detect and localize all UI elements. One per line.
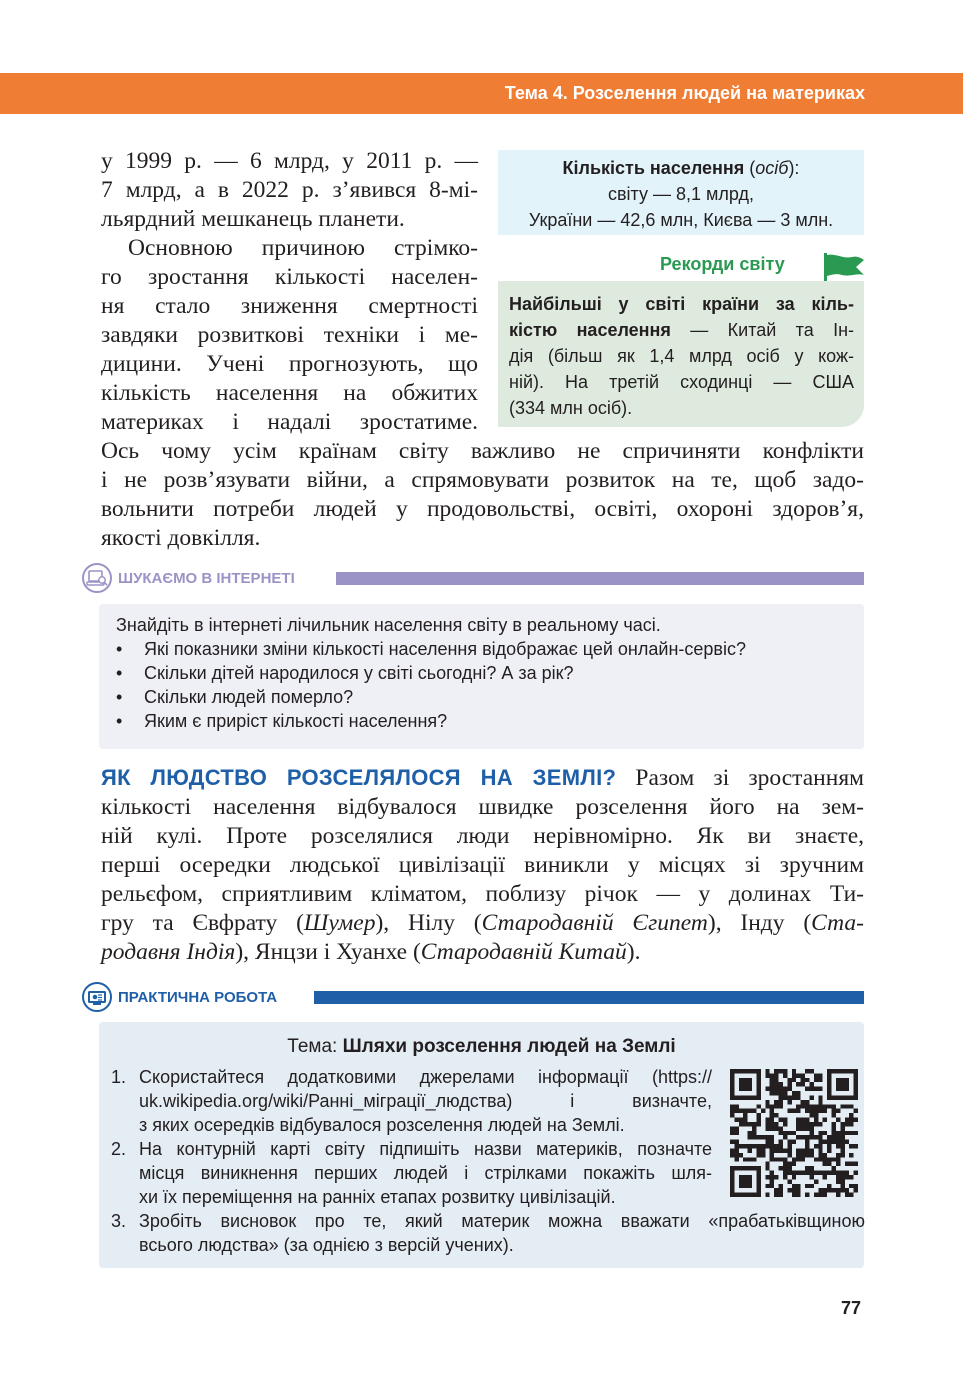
text-line: uk.wikipedia.org/wiki/Ранні_міграції_людства) і визначте, — [139, 1091, 712, 1111]
list-item: • Скільки дітей народилося у світі сьогодні? А за рік? — [116, 661, 746, 685]
population-world: світу — 8,1 млрд, — [607, 184, 754, 204]
text-line: Зробіть висновок про те, який материк можна вважати «прабатьківщиною — [139, 1211, 865, 1231]
text-line: 7 млрд, а в 2022 р. з’явився 8-мі- — [101, 177, 478, 203]
topic-label: Тема: — [287, 1036, 343, 1057]
population-title: Кількість населення — [562, 158, 745, 178]
step-text — [139, 1137, 712, 1209]
text-line: На контурній карті світу підпишіть назви материків, позначте — [139, 1139, 712, 1159]
step-text — [139, 1065, 712, 1137]
text-line: го зростання кількості населен- — [101, 264, 478, 290]
search-section-title: ШУКАЄМО В ІНТЕРНЕТІ — [118, 570, 295, 587]
text-line: материках і надалі зростатиме. — [101, 409, 478, 435]
text-line: і не розв’язувати війни, а спрямовувати розвиток на те, щоб задо- — [101, 467, 864, 493]
population-unit: осіб — [755, 158, 789, 178]
records-line: ній). На третій сходинці — США — [509, 372, 854, 392]
page-number: 77 — [840, 1298, 861, 1318]
list-item: • Які показники зміни кількості населення відображає цей онлайн-сервіс? — [116, 637, 746, 661]
population-title-row — [498, 155, 864, 181]
records-bold: Найбільші у світі країни за кіль- — [509, 294, 854, 314]
list-item: • Яким є приріст кількості населення? — [116, 709, 746, 733]
text-line — [101, 763, 864, 793]
practical-work-icon — [82, 982, 112, 1012]
text-line: перші осередки людської цивілізації виникли у місцях зі зручним — [101, 852, 864, 878]
practical-section-title: ПРАКТИЧНА РОБОТА — [118, 989, 278, 1006]
text-line: льярдний мешканець планети. — [101, 206, 405, 232]
search-section-bar — [336, 572, 864, 585]
text-part: ), Янцзи і Хуанхе ( — [235, 939, 421, 965]
settlement-heading: ЯК ЛЮДСТВО РОЗСЕЛЯЛОСЯ НА ЗЕМЛІ? — [101, 765, 617, 790]
text-part: ), Інду ( — [707, 910, 812, 936]
text-line: дицини. Учені прогнозують, що — [101, 351, 478, 377]
search-section-header — [82, 563, 864, 597]
text-line: завдяки розвиткові техніки і ме- — [101, 322, 478, 348]
text-line: у 1999 р. — 6 млрд, у 2011 р. — — [101, 148, 478, 174]
search-task-box — [99, 604, 864, 749]
civilization-name: родавня Індія — [101, 939, 236, 965]
list-item — [99, 1209, 865, 1257]
records-text — [509, 291, 854, 421]
text-line: з яких осередків відбувалося розселення людей на Землі. — [139, 1115, 625, 1135]
text-line: ня стало зниження смертності — [101, 293, 478, 319]
records-bold: кістю населення — [509, 320, 671, 340]
step-text — [139, 1209, 865, 1257]
text-line: кількість населення на обжитих — [101, 380, 478, 406]
text-line: всього людства» (за однією з версій учених). — [139, 1235, 514, 1255]
step-number: 2. — [111, 1139, 127, 1159]
text-line — [101, 909, 864, 938]
text-line: хи їх переміщення на ранніх етапах розвитку цивілізацій. — [139, 1187, 616, 1207]
topic-title: Шляхи розселення людей на Землі — [342, 1036, 676, 1057]
settlement-paragraph — [101, 763, 864, 967]
population-facts-box — [498, 150, 864, 235]
text-part: гру та Євфрату ( — [101, 910, 304, 936]
text-line: рельєфом, сприятливим кліматом, поблизу річок — у долинах Ти- — [101, 881, 864, 907]
chapter-header — [0, 73, 963, 114]
text-line: кількості населення відбувалося швидке розселення його на зем- — [101, 794, 864, 820]
list-item: • Скільки людей померло? — [116, 685, 746, 709]
text-line: Основною причиною стрімко- — [128, 235, 478, 261]
internet-search-icon — [82, 563, 112, 593]
records-normal: — Китай та Ін- — [670, 320, 855, 340]
chapter-title: Тема 4. Розселення людей на материках — [504, 83, 865, 103]
text-part: ). — [626, 939, 641, 965]
text-line: Ось чому усім країнам світу важливо не спричиняти конфлікти — [101, 438, 864, 464]
civilization-name: Стародавній Китай — [420, 939, 627, 965]
text-line: Скористайтеся додатковими джерелами інформації (https:// — [139, 1067, 712, 1087]
civilization-name: Шумер — [303, 910, 376, 936]
records-box — [498, 281, 864, 427]
step-number: 3. — [111, 1211, 127, 1231]
paren-close: ): — [788, 158, 800, 178]
practical-section-header — [82, 982, 864, 1016]
step-number: 1. — [111, 1067, 127, 1087]
records-title: Рекорди світу — [660, 254, 785, 274]
population-ukraine: України — 42,6 млн, Києва — 3 млн. — [528, 210, 834, 230]
text-line: ній кулі. Проте розселялися люди нерівномірно. Як ви знаєте, — [101, 823, 864, 849]
records-line: дія (більш як 1,4 млрд осіб у кож- — [509, 346, 854, 366]
settlement-line1-text: Разом зі зростанням — [616, 765, 865, 791]
text-line — [101, 938, 864, 967]
search-intro: Знайдіть в інтернеті лічильник населення світу в реальному часі. — [116, 615, 661, 635]
text-line: місця виникнення перших людей і стрілками покажіть шля- — [139, 1163, 712, 1183]
intro-paragraph — [101, 147, 478, 234]
records-line — [509, 317, 854, 343]
paren-open: ( — [744, 158, 756, 178]
qr-code[interactable] — [730, 1069, 858, 1197]
text-line: якості довкілля. — [101, 525, 261, 551]
text-line: вольнити потреби людей у продовольстві, освіті, охороні здоров’я, — [101, 496, 864, 522]
records-line — [509, 291, 854, 317]
practical-topic — [99, 1035, 864, 1059]
civilization-name: Ста- — [811, 910, 864, 936]
civilization-name: Стародавній Єгипет — [481, 910, 708, 936]
text-part: ), Нілу ( — [375, 910, 482, 936]
records-line: (334 млн осіб). — [509, 398, 633, 418]
practical-section-bar — [314, 991, 864, 1004]
search-questions — [116, 637, 746, 733]
